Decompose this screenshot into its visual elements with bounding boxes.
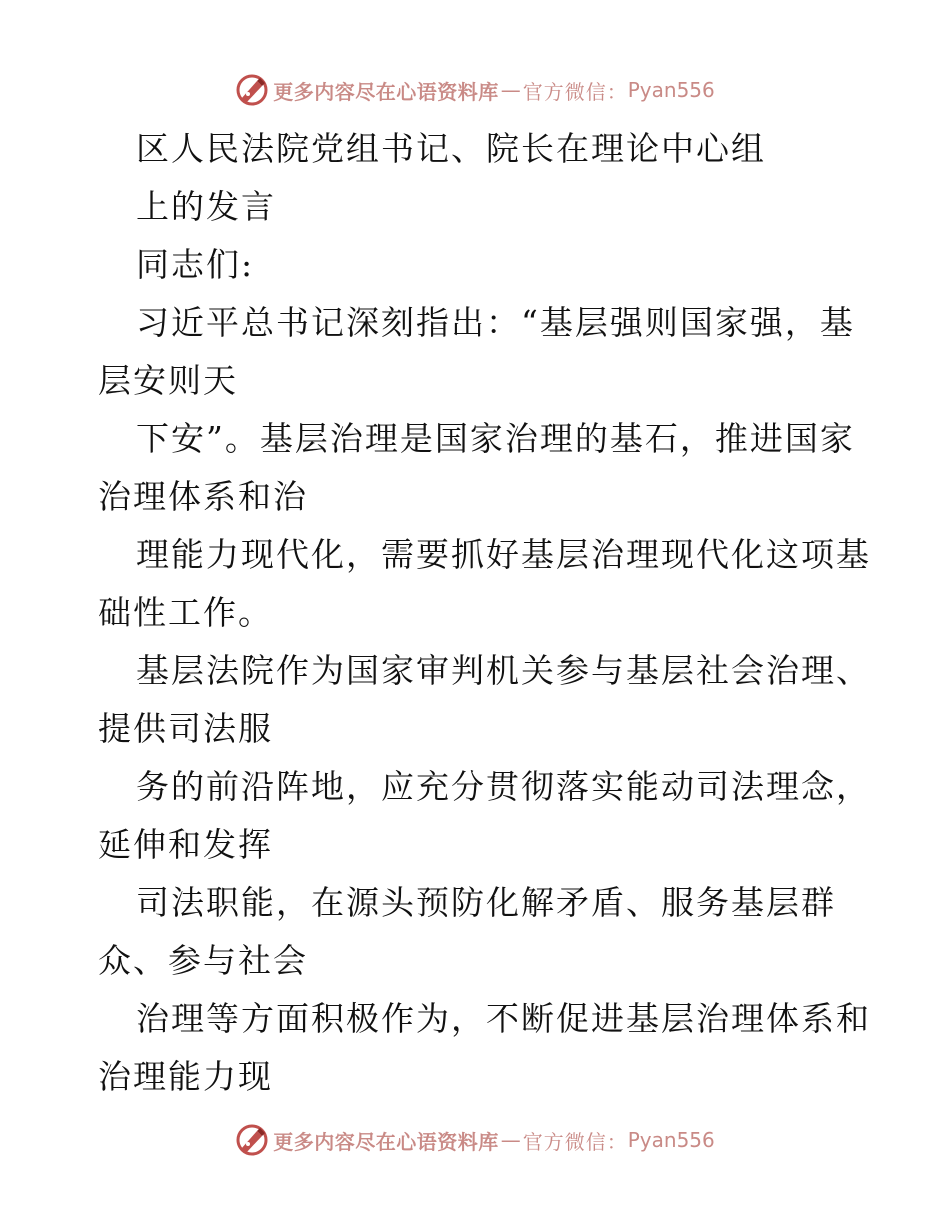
document-line: 上的发言 <box>136 187 276 226</box>
document-body <box>98 120 871 1106</box>
document-line: 提供司法服 <box>98 709 273 748</box>
document-line: 司法职能，在源头预防化解矛盾、服务基层群 <box>136 883 836 922</box>
document-line: 基层法院作为国家审判机关参与基层社会治理、 <box>136 651 871 690</box>
document-line: 层安则天 <box>98 361 238 400</box>
footer-wechat-label: 官方微信： <box>522 1129 628 1154</box>
document-line: 下安”。基层治理是国家治理的基石，推进国家 <box>136 419 855 458</box>
footer-banner <box>0 1120 950 1160</box>
document-line: 延伸和发挥 <box>98 825 273 864</box>
header-banner <box>0 70 950 110</box>
pen-logo-icon <box>235 1123 269 1157</box>
footer-dash: — <box>500 1128 521 1152</box>
pen-logo-icon <box>235 73 269 107</box>
document-line: 治理体系和治 <box>98 477 308 516</box>
document-line: 同志们: <box>136 245 255 284</box>
header-wechat-label: 官方微信： <box>522 79 628 104</box>
document-line: 区人民法院党组书记、院长在理论中心组 <box>136 129 766 168</box>
header-dash: — <box>500 78 521 102</box>
document-line: 治理等方面积极作为，不断促进基层治理体系和 <box>136 999 871 1038</box>
document-line: 础性工作。 <box>98 593 273 632</box>
document-line: 众、参与社会 <box>98 941 308 980</box>
header-wechat-handle: Pyan556 <box>627 78 715 102</box>
document-line: 治理能力现 <box>98 1057 273 1096</box>
footer-wechat-handle: Pyan556 <box>627 1128 715 1152</box>
header-brand-text: 更多内容尽在心语资料库 <box>273 79 499 104</box>
document-line: 习近平总书记深刻指出：“基层强则国家强，基 <box>136 303 855 342</box>
document-line: 务的前沿阵地，应充分贯彻落实能动司法理念， <box>136 767 871 806</box>
footer-brand-text: 更多内容尽在心语资料库 <box>273 1129 499 1154</box>
document-line: 理能力现代化，需要抓好基层治理现代化这项基 <box>136 535 871 574</box>
